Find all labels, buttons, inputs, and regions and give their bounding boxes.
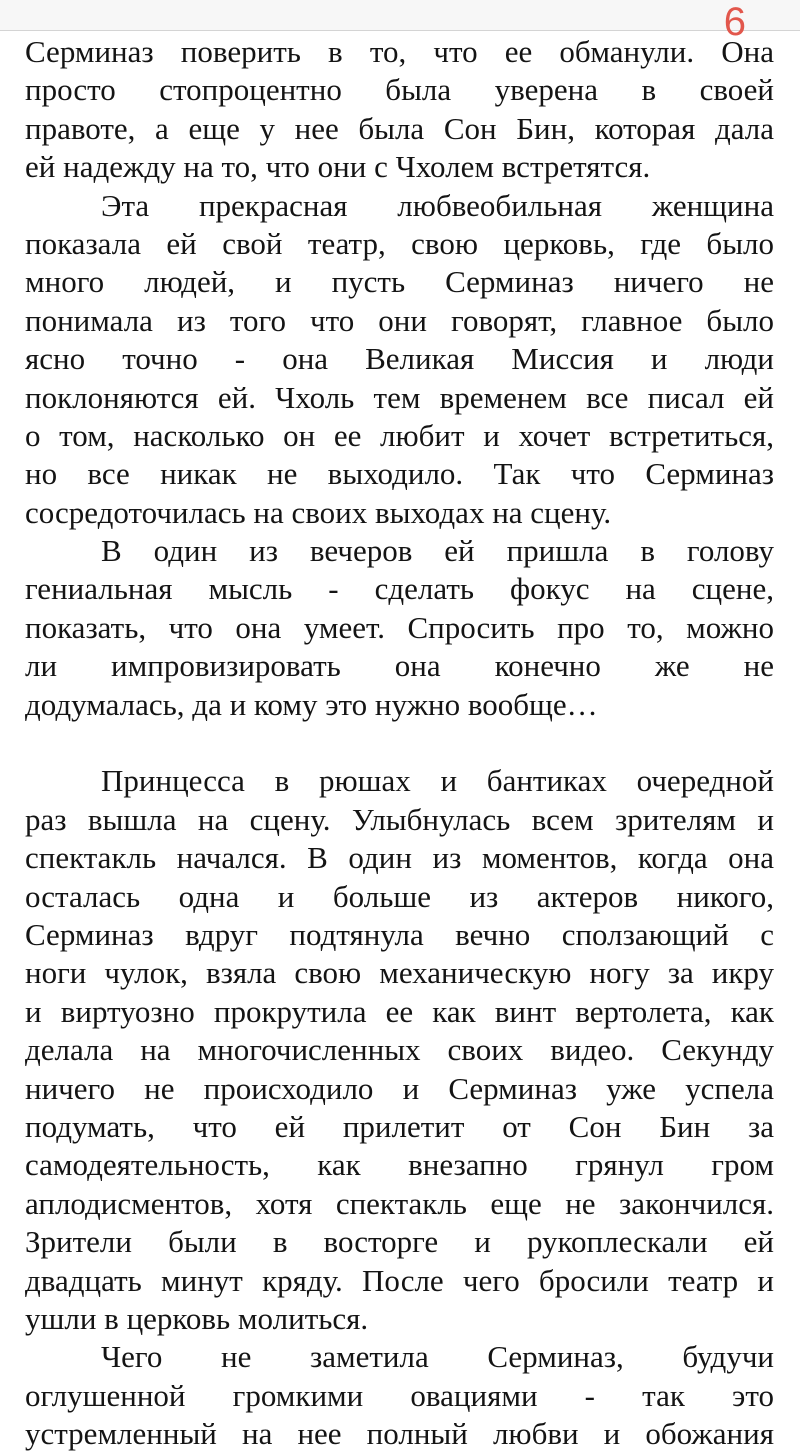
text-line: Серминаз поверить в то, что ее обманули. Она — [25, 34, 774, 69]
text-line: осталась одна и больше из актеров никого, — [25, 878, 774, 914]
text-line: и виртуозно прокрутила ее как винт вертолета, как — [25, 993, 774, 1029]
text-line: поклоняются ей. Чхоль тем временем все писал ей — [25, 379, 774, 415]
text-line: сосредоточилась на своих выходах на сцену. — [25, 494, 612, 530]
text-line: понимала из того что они говорят, главное было — [25, 302, 774, 338]
text-line: показала ей свой театр, свою церковь, где было — [25, 225, 774, 261]
text-line: ей надежду на то, что они с Чхолем встретятся. — [25, 149, 651, 185]
page-number: 6 — [723, 0, 746, 44]
text-line: ушли в церковь молиться. — [25, 1300, 369, 1336]
page-text — [25, 33, 774, 1453]
text-line: гениальная мысль - сделать фокус на сцене, — [25, 571, 774, 607]
text-line: двадцать минут кряду. После чего бросили театр и — [25, 1262, 774, 1298]
text-line: Зрители были в восторге и рукоплескали ей — [25, 1224, 774, 1260]
text-line: делала на многочисленных своих видео. Секунду — [25, 1032, 774, 1068]
text-line: Принцесса в рюшах и бантиках очередной — [101, 763, 774, 799]
text-line: ноги чулок, взяла свою механическую ногу за икру — [25, 955, 774, 991]
text-line: подумать, что ей прилетит от Сон Бин за — [25, 1108, 774, 1144]
text-line: устремленный на нее полный любви и обожания — [25, 1416, 774, 1452]
text-line: ли импровизировать она конечно же не — [25, 648, 774, 684]
text-line: правоте, а еще у нее была Сон Бин, которая дала — [25, 110, 774, 146]
text-line: показать, что она умеет. Спросить про то, можно — [25, 609, 774, 645]
text-line: ничего не происходило и Серминаз уже успела — [25, 1070, 774, 1106]
text-line: додумалась, да и кому это нужно вообще… — [25, 686, 598, 722]
text-line: оглушенной громкими овациями - так это — [25, 1377, 774, 1413]
text-line: Эта прекрасная любвеобильная женщина — [101, 187, 774, 223]
text-line: раз вышла на сцену. Улыбнулась всем зрителям и — [25, 801, 774, 837]
text-line: о том, насколько он ее любит и хочет встретиться, — [25, 417, 774, 453]
text-line: просто стопроцентно была уверена в своей — [25, 72, 774, 108]
text-line: Серминаз вдруг подтянула вечно сползающий с — [25, 916, 774, 952]
text-line: аплодисментов, хотя спектакль еще не закончился. — [25, 1185, 774, 1221]
blank-line — [25, 724, 774, 762]
text-line: но все никак не выходило. Так что Серминаз — [25, 456, 774, 492]
text-line: Чего не заметила Серминаз, будучи — [101, 1339, 774, 1375]
text-line: спектакль начался. В один из моментов, когда она — [25, 840, 774, 876]
reader-top-bar — [0, 0, 800, 31]
text-line: ясно точно - она Великая Миссия и люди — [25, 341, 774, 377]
text-line: самодеятельность, как внезапно грянул гром — [25, 1147, 774, 1183]
text-line: много людей, и пусть Серминаз ничего не — [25, 264, 774, 300]
text-line: В один из вечеров ей пришла в голову — [101, 533, 774, 569]
